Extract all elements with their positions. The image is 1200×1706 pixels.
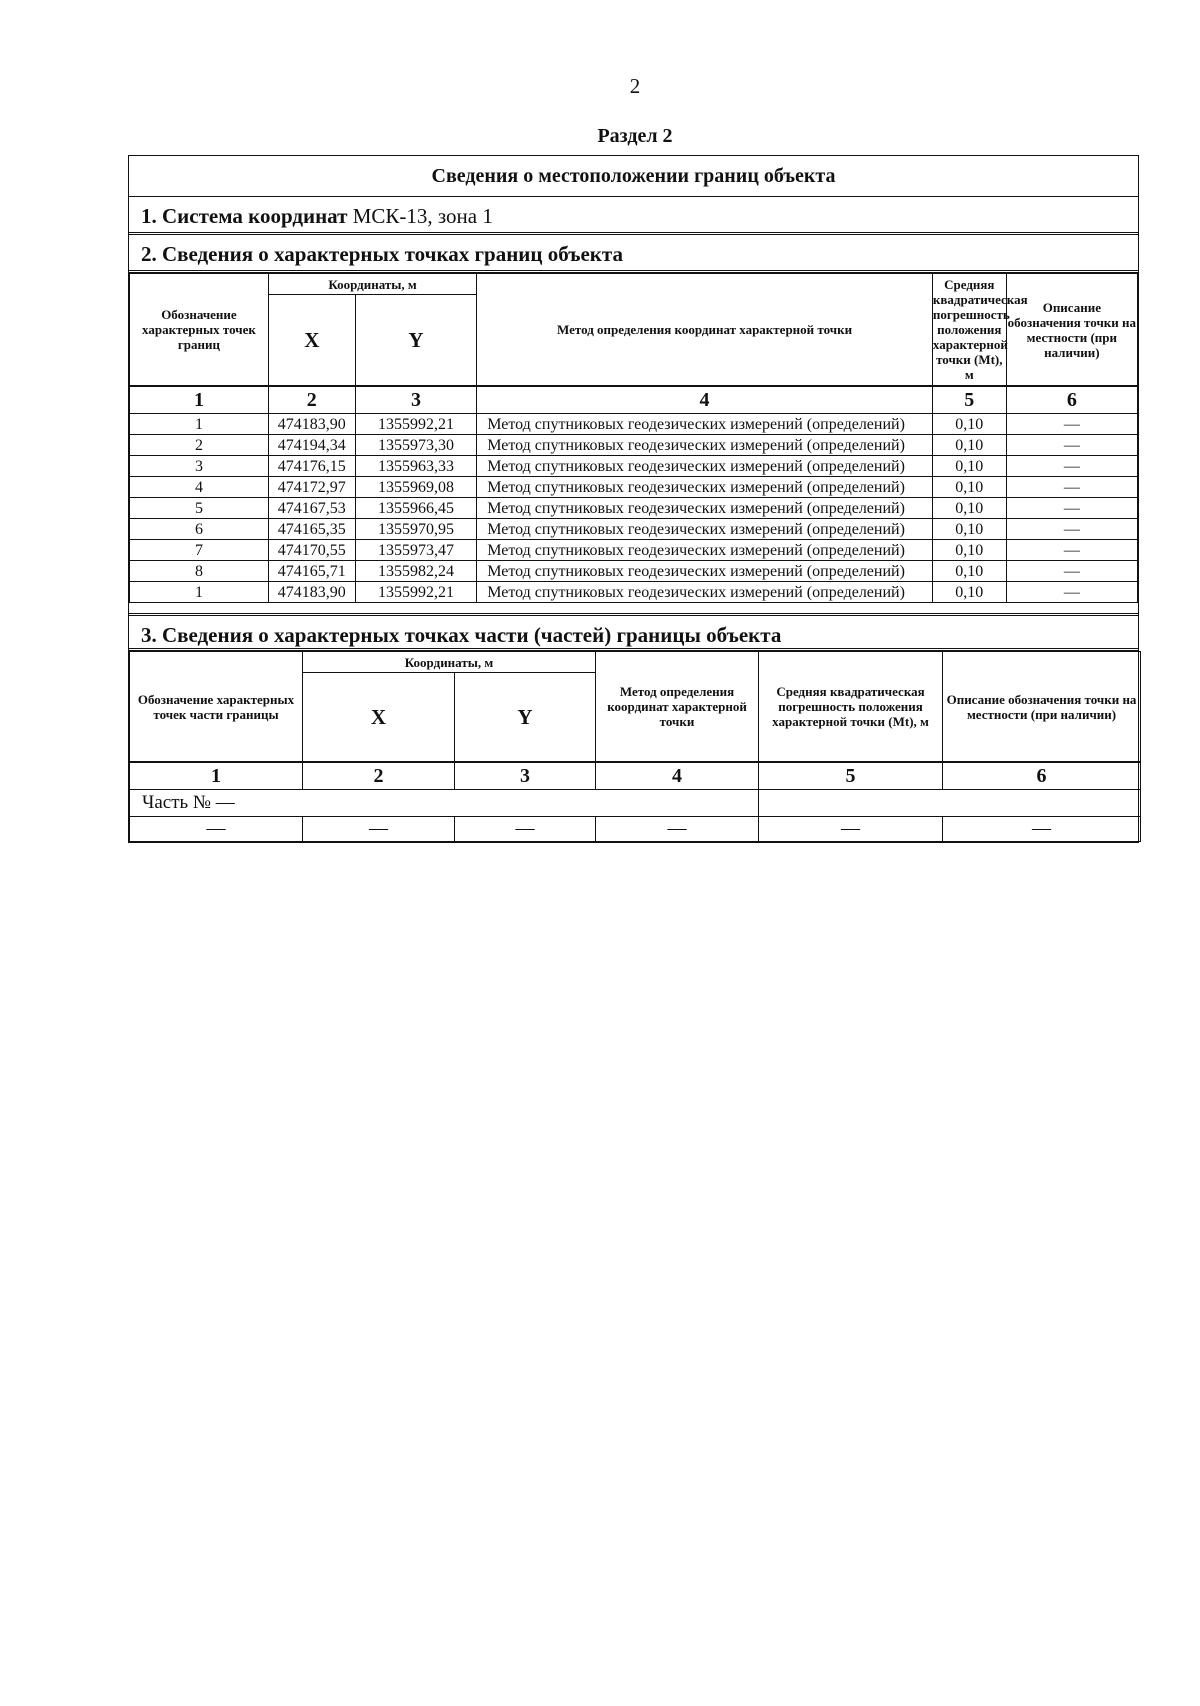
parts-col-number: 6 bbox=[943, 762, 1141, 790]
point-method: Метод спутниковых геодезических измерений (определений) bbox=[477, 477, 933, 498]
point-y: 1355963,33 bbox=[355, 456, 477, 477]
points-header-y: Y bbox=[355, 295, 477, 387]
points-header-coordinates: Координаты, м bbox=[268, 274, 476, 295]
points-col-number: 3 bbox=[355, 386, 477, 414]
point-number: 4 bbox=[130, 477, 269, 498]
point-y: 1355973,30 bbox=[355, 435, 477, 456]
point-x: 474183,90 bbox=[268, 414, 355, 435]
points-header-method: Метод определения координат характерной точки bbox=[477, 274, 933, 387]
point-error: 0,10 bbox=[932, 414, 1006, 435]
point-error: 0,10 bbox=[932, 456, 1006, 477]
page-number: 2 bbox=[629, 74, 641, 98]
point-number: 2 bbox=[130, 435, 269, 456]
point-x: 474176,15 bbox=[268, 456, 355, 477]
point-number: 5 bbox=[130, 498, 269, 519]
point-method: Метод спутниковых геодезических измерений (определений) bbox=[477, 561, 933, 582]
point-y: 1355969,08 bbox=[355, 477, 477, 498]
points-col-number: 2 bbox=[268, 386, 355, 414]
part-dash: — bbox=[303, 817, 455, 842]
parts-header-x: X bbox=[303, 673, 455, 763]
points-header-x: X bbox=[268, 295, 355, 387]
point-error: 0,10 bbox=[932, 540, 1006, 561]
points-col-number: 4 bbox=[477, 386, 933, 414]
part-dash: — bbox=[943, 817, 1141, 842]
point-x: 474170,55 bbox=[268, 540, 355, 561]
parts-header-y: Y bbox=[455, 673, 596, 763]
table-row bbox=[130, 477, 1138, 498]
parts-header-coordinates: Координаты, м bbox=[303, 652, 596, 673]
points-col-number: 1 bbox=[130, 386, 269, 414]
part-dash: — bbox=[455, 817, 596, 842]
table-row bbox=[130, 540, 1138, 561]
coord-system-label: 1. Система координат bbox=[141, 204, 348, 228]
parts-header-designation: Обозначение характерных точек части границы bbox=[130, 652, 303, 763]
point-x: 474165,71 bbox=[268, 561, 355, 582]
part-dash: — bbox=[130, 817, 303, 842]
point-method: Метод спутниковых геодезических измерений (определений) bbox=[477, 414, 933, 435]
point-x: 474165,35 bbox=[268, 519, 355, 540]
point-error: 0,10 bbox=[932, 435, 1006, 456]
point-method: Метод спутниковых геодезических измерений (определений) bbox=[477, 498, 933, 519]
point-method: Метод спутниковых геодезических измерений (определений) bbox=[477, 582, 933, 603]
point-x: 474172,97 bbox=[268, 477, 355, 498]
point-y: 1355966,45 bbox=[355, 498, 477, 519]
point-number: 8 bbox=[130, 561, 269, 582]
point-description: — bbox=[1006, 456, 1137, 477]
point-y: 1355970,95 bbox=[355, 519, 477, 540]
table-row bbox=[130, 414, 1138, 435]
table-row bbox=[130, 456, 1138, 477]
points-table bbox=[129, 273, 1138, 603]
part-label: Часть № — bbox=[130, 790, 759, 817]
point-description: — bbox=[1006, 540, 1137, 561]
table-row bbox=[130, 817, 1141, 842]
point-method: Метод спутниковых геодезических измерений (определений) bbox=[477, 540, 933, 561]
point-error: 0,10 bbox=[932, 519, 1006, 540]
point-y: 1355992,21 bbox=[355, 582, 477, 603]
point-error: 0,10 bbox=[932, 582, 1006, 603]
point-description: — bbox=[1006, 414, 1137, 435]
point-description: — bbox=[1006, 477, 1137, 498]
point-error: 0,10 bbox=[932, 498, 1006, 519]
parts-col-number: 4 bbox=[596, 762, 759, 790]
point-description: — bbox=[1006, 582, 1137, 603]
point-method: Метод спутниковых геодезических измерений (определений) bbox=[477, 435, 933, 456]
point-x: 474167,53 bbox=[268, 498, 355, 519]
parts-col-number: 2 bbox=[303, 762, 455, 790]
document-frame bbox=[128, 155, 1139, 843]
point-x: 474194,34 bbox=[268, 435, 355, 456]
point-description: — bbox=[1006, 435, 1137, 456]
table-row bbox=[130, 435, 1138, 456]
part-dash: — bbox=[759, 817, 943, 842]
point-number: 7 bbox=[130, 540, 269, 561]
part-dash: — bbox=[596, 817, 759, 842]
parts-col-number: 5 bbox=[759, 762, 943, 790]
point-y: 1355992,21 bbox=[355, 414, 477, 435]
point-description: — bbox=[1006, 519, 1137, 540]
points-header-error: Средняя квадратическая погрешность положения характерной точки (Mt), м bbox=[932, 274, 1006, 387]
points-col-number: 6 bbox=[1006, 386, 1137, 414]
parts-table bbox=[129, 651, 1141, 842]
coord-system-value: МСК-13, зона 1 bbox=[347, 204, 493, 228]
point-description: — bbox=[1006, 561, 1137, 582]
point-y: 1355973,47 bbox=[355, 540, 477, 561]
table-row bbox=[130, 519, 1138, 540]
point-error: 0,10 bbox=[932, 477, 1006, 498]
section-title: Раздел 2 bbox=[597, 125, 673, 147]
parts-col-number: 1 bbox=[130, 762, 303, 790]
table-row bbox=[130, 582, 1138, 603]
table-row bbox=[130, 561, 1138, 582]
point-method: Метод спутниковых геодезических измерений (определений) bbox=[477, 456, 933, 477]
points-section-title: 2. Сведения о характерных точках границ объекта bbox=[129, 235, 1138, 273]
parts-section-title: 3. Сведения о характерных точках части (частей) границы объекта bbox=[129, 613, 1138, 651]
points-header-description: Описание обозначения точки на местности (при наличии) bbox=[1006, 274, 1137, 387]
parts-header-description: Описание обозначения точки на местности (при наличии) bbox=[943, 652, 1141, 763]
point-y: 1355982,24 bbox=[355, 561, 477, 582]
point-x: 474183,90 bbox=[268, 582, 355, 603]
parts-col-number: 3 bbox=[455, 762, 596, 790]
parts-header-error: Средняя квадратическая погрешность положения характерной точки (Mt), м bbox=[759, 652, 943, 763]
point-method: Метод спутниковых геодезических измерений (определений) bbox=[477, 519, 933, 540]
table-row bbox=[130, 498, 1138, 519]
points-col-number: 5 bbox=[932, 386, 1006, 414]
point-number: 1 bbox=[130, 414, 269, 435]
point-number: 3 bbox=[130, 456, 269, 477]
coord-system-line bbox=[129, 197, 1138, 235]
part-label-empty bbox=[759, 790, 1141, 817]
point-number: 6 bbox=[130, 519, 269, 540]
parts-header-method: Метод определения координат характерной точки bbox=[596, 652, 759, 763]
point-error: 0,10 bbox=[932, 561, 1006, 582]
points-header-designation: Обозначение характерных точек границ bbox=[130, 274, 269, 387]
point-description: — bbox=[1006, 498, 1137, 519]
point-number: 1 bbox=[130, 582, 269, 603]
main-heading: Сведения о местоположении границ объекта bbox=[129, 156, 1138, 197]
